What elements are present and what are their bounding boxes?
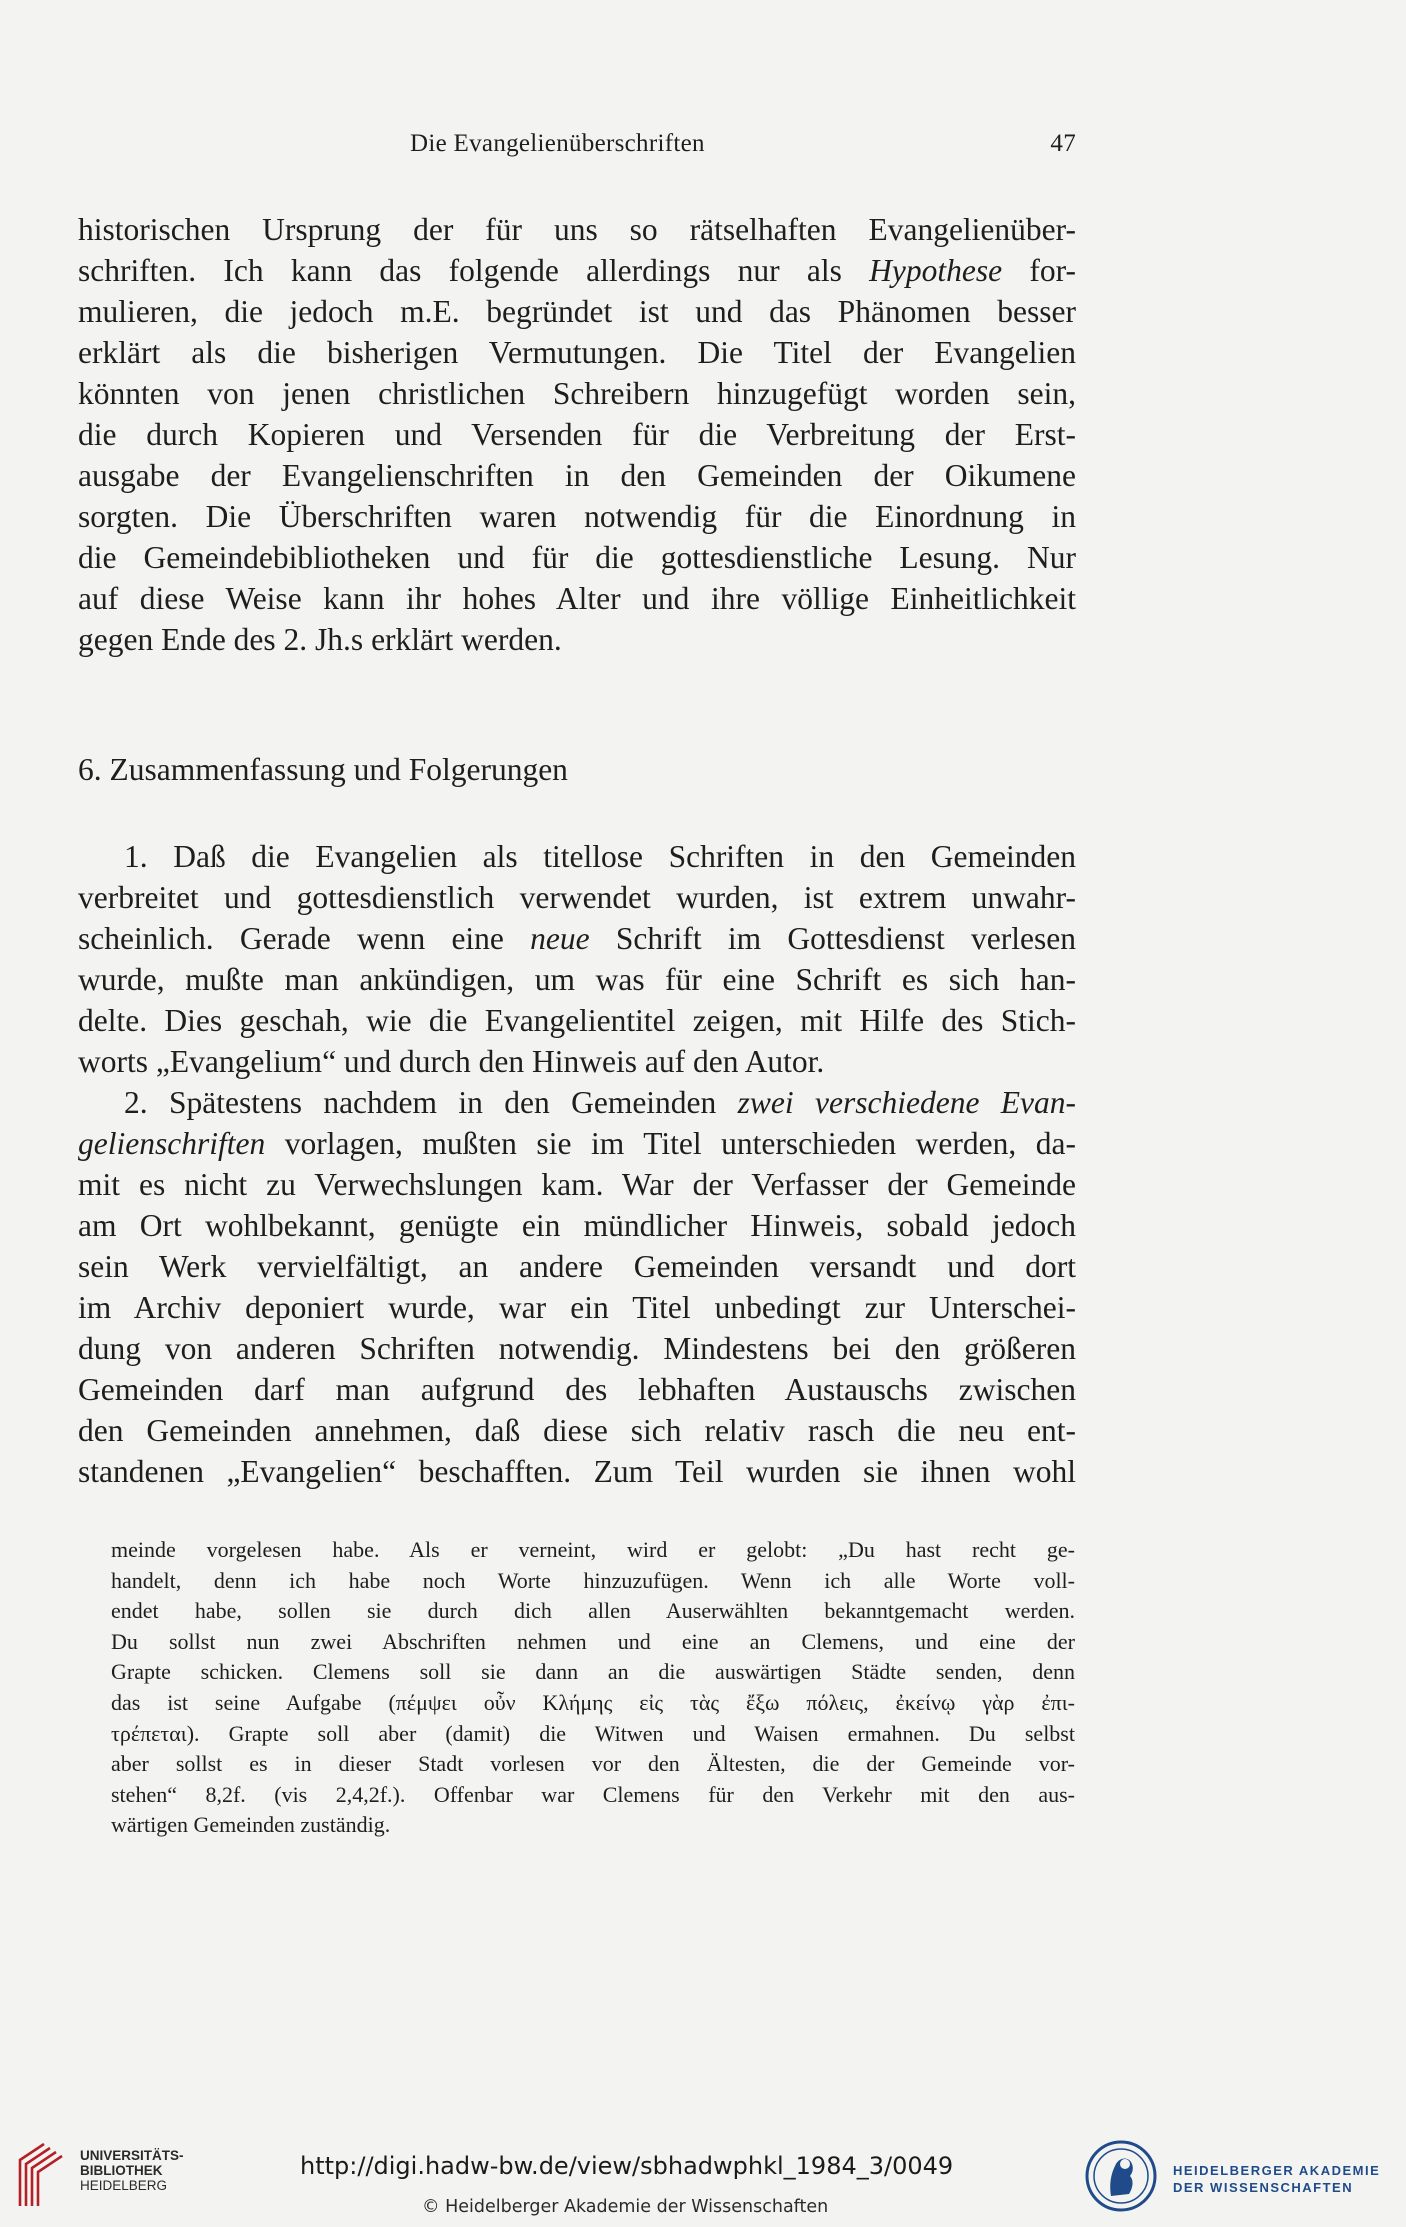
- text-line: wurde, mußte man ankündigen, um was für eine Schrift es sich han-: [78, 962, 1076, 997]
- italic-term: Hypothese: [869, 253, 1003, 288]
- text-line: standenen „Evangelien“ beschafften. Zum Teil wurden sie ihnen wohl: [78, 1454, 1076, 1489]
- text-segment: Schrift im Gottesdienst verlesen: [589, 921, 1076, 956]
- text-line: mulieren, die jedoch m.E. begründet ist und das Phänomen besser: [78, 294, 1076, 329]
- section-heading: 6. Zusammenfassung und Folgerungen: [78, 752, 568, 787]
- text-line: worts „Evangelium“ und durch den Hinweis auf den Autor.: [78, 1044, 825, 1079]
- digitization-footer: [0, 2122, 1406, 2227]
- text-line: Gemeinden darf man aufgrund des lebhaften Austauschs zwischen: [78, 1372, 1076, 1407]
- footnote-line: Du sollst nun zwei Abschriften nehmen und eine an Clemens, und eine der: [111, 1629, 1075, 1654]
- text-line: 1. Daß die Evangelien als titellose Schriften in den Gemeinden: [124, 839, 1076, 874]
- academy-name: [1173, 2162, 1380, 2196]
- permalink[interactable]: http://digi.hadw-bw.de/view/sbhadwphkl_1984_3/0049: [300, 2152, 954, 2180]
- academy-name-line: HEIDELBERGER AKADEMIE: [1173, 2163, 1381, 2178]
- text-line: delte. Dies geschah, wie die Evangelientitel zeigen, mit Hilfe des Stich-: [78, 1003, 1076, 1038]
- text-line: am Ort wohlbekannt, genügte ein mündlicher Hinweis, sobald jedoch: [78, 1208, 1076, 1243]
- text-line: [78, 250, 1076, 291]
- footnote-line: handelt, denn ich habe noch Worte hinzuzufügen. Wenn ich alle Worte voll-: [111, 1568, 1075, 1593]
- footnote-line: aber sollst es in dieser Stadt vorlesen vor den Ältesten, die der Gemeinde vor-: [111, 1751, 1075, 1776]
- hadw-seal-logo-icon: [1083, 2136, 1159, 2216]
- footnote-line: endet habe, sollen sie durch dich allen Auserwählten bekanntgemacht werden.: [111, 1598, 1075, 1623]
- text-line: erklärt als die bisherigen Vermutungen. Die Titel der Evangelien: [78, 335, 1076, 370]
- text-line: auf diese Weise kann ihr hohes Alter und ihre völlige Einheitlichkeit: [78, 581, 1076, 616]
- text-line: dung von anderen Schriften notwendig. Mindestens bei den größeren: [78, 1331, 1076, 1366]
- text-line: den Gemeinden annehmen, daß diese sich relativ rasch die neu ent-: [78, 1413, 1076, 1448]
- text-line: gegen Ende des 2. Jh.s erklärt werden.: [78, 622, 562, 657]
- text-segment: vorlagen, mußten sie im Titel unterschieden werden, da-: [265, 1126, 1076, 1161]
- running-head-title: Die Evangelienüberschriften: [410, 130, 705, 157]
- text-segment: scheinlich. Gerade wenn eine: [78, 921, 531, 956]
- text-line: [78, 1123, 1076, 1164]
- footnote-line: τρέπεται). Grapte soll aber (damit) die Witwen und Waisen ermahnen. Du selbst: [111, 1721, 1075, 1746]
- text-line: die Gemeindebibliotheken und für die gottesdienstliche Lesung. Nur: [78, 540, 1076, 575]
- text-line: [78, 918, 1076, 959]
- library-name-line: UNIVERSITÄTS-: [80, 2148, 184, 2163]
- text-line: sorgten. Die Überschriften waren notwendig für die Einordnung in: [78, 499, 1076, 534]
- text-segment: schriften. Ich kann das folgende allerdings nur als: [78, 253, 870, 288]
- page-number: 47: [1050, 130, 1076, 157]
- library-name: [80, 2148, 184, 2193]
- text-line: im Archiv deponiert wurde, war ein Titel unbedingt zur Unterschei-: [78, 1290, 1076, 1325]
- text-segment: for-: [1002, 253, 1076, 288]
- library-name-line: HEIDELBERG: [80, 2178, 168, 2193]
- italic-term: gelienschriften: [78, 1126, 266, 1161]
- text-line: ausgabe der Evangelienschriften in den Gemeinden der Oikumene: [78, 458, 1076, 493]
- ub-heidelberg-logo-icon: [14, 2140, 66, 2210]
- text-line: historischen Ursprung der für uns so rätselhaften Evangelienüber-: [78, 212, 1076, 247]
- text-line: verbreitet und gottesdienstlich verwendet wurden, ist extrem unwahr-: [78, 880, 1076, 915]
- academy-name-line: DER WISSENSCHAFTEN: [1173, 2180, 1354, 2195]
- text-segment: 2. Spätestens nachdem in den Gemeinden: [124, 1085, 738, 1120]
- footnote-line: Grapte schicken. Clemens soll sie dann an die auswärtigen Städte senden, denn: [111, 1659, 1075, 1684]
- text-line: die durch Kopieren und Versenden für die Verbreitung der Erst-: [78, 417, 1076, 452]
- text-line: könnten von jenen christlichen Schreibern hinzugefügt worden sein,: [78, 376, 1076, 411]
- library-name-line: BIBLIOTHEK: [80, 2163, 163, 2178]
- copyright-notice: © Heidelberger Akademie der Wissenschaften: [422, 2197, 829, 2217]
- text-line: mit es nicht zu Verwechslungen kam. War der Verfasser der Gemeinde: [78, 1167, 1076, 1202]
- text-line: sein Werk vervielfältigt, an andere Gemeinden versandt und dort: [78, 1249, 1076, 1284]
- italic-term: neue: [530, 921, 590, 956]
- footnote-line: das ist seine Aufgabe (πέμψει οὖν Κλήμης εἰς τὰς ἔξω πόλεις, ἐκείνῳ γὰρ ἐπι-: [111, 1690, 1075, 1715]
- footnote-line: stehen“ 8,2f. (vis 2,4,2f.). Offenbar war Clemens für den Verkehr mit den aus-: [111, 1782, 1075, 1807]
- footnote-line: meinde vorgelesen habe. Als er verneint, wird er gelobt: „Du hast recht ge-: [111, 1537, 1075, 1562]
- italic-term: zwei verschiedene Evan-: [737, 1085, 1076, 1120]
- text-line: [124, 1082, 1076, 1123]
- footnote-line: wärtigen Gemeinden zuständig.: [111, 1812, 391, 1837]
